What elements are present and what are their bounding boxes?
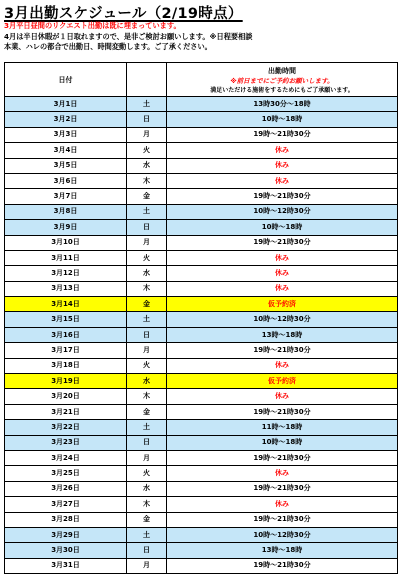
cell-day: 月 [127, 558, 167, 573]
cell-day: 日 [127, 112, 167, 127]
cell-time: 10時～12時30分 [167, 312, 398, 327]
table-row [5, 435, 398, 450]
cell-date: 3月20日 [5, 389, 127, 404]
table-row [5, 112, 398, 127]
table-row [5, 358, 398, 373]
table-row [5, 97, 398, 112]
cell-day: 月 [127, 235, 167, 250]
page-title: 3月出勤スケジュール（2/19時点） [4, 6, 243, 22]
cell-day: 土 [127, 527, 167, 542]
cell-time: 11時～18時 [167, 420, 398, 435]
cell-time: 19時～21時30分 [167, 404, 398, 419]
table-row [5, 558, 398, 573]
cell-time: 仮予約済 [167, 374, 398, 389]
table-row [5, 374, 398, 389]
schedule-rows [5, 97, 398, 574]
header-time [167, 63, 398, 97]
cell-time: 19時～21時30分 [167, 450, 398, 465]
cell-day: 木 [127, 497, 167, 512]
cell-day: 日 [127, 327, 167, 342]
header-time-note-1: ※前日までにご予約お願いします。 [230, 76, 334, 85]
cell-time: 19時～21時30分 [167, 189, 398, 204]
cell-date: 3月13日 [5, 281, 127, 296]
table-header-row [5, 63, 398, 97]
cell-time: 19時～21時30分 [167, 127, 398, 142]
cell-time: 19時～21時30分 [167, 343, 398, 358]
cell-date: 3月29日 [5, 527, 127, 542]
cell-day: 水 [127, 481, 167, 496]
cell-day: 木 [127, 281, 167, 296]
cell-date: 3月25日 [5, 466, 127, 481]
cell-date: 3月17日 [5, 343, 127, 358]
notice-line-3: 本業、ハレの都合で出勤日、時間変動します。ご了承ください。 [4, 42, 212, 51]
cell-date: 3月27日 [5, 497, 127, 512]
header-time-note-2: 満足いただける施術をするためにもご了承願います。 [210, 86, 354, 94]
cell-time: 休み [167, 358, 398, 373]
table-row [5, 158, 398, 173]
header-day [127, 63, 167, 97]
cell-date: 3月2日 [5, 112, 127, 127]
cell-date: 3月7日 [5, 189, 127, 204]
cell-time: 19時～21時30分 [167, 558, 398, 573]
cell-day: 水 [127, 158, 167, 173]
cell-day: 火 [127, 143, 167, 158]
cell-date: 3月30日 [5, 543, 127, 558]
cell-date: 3月22日 [5, 420, 127, 435]
cell-date: 3月31日 [5, 558, 127, 573]
cell-date: 3月19日 [5, 374, 127, 389]
cell-date: 3月18日 [5, 358, 127, 373]
cell-day: 月 [127, 450, 167, 465]
cell-date: 3月12日 [5, 266, 127, 281]
cell-date: 3月16日 [5, 327, 127, 342]
cell-time: 13時～18時 [167, 327, 398, 342]
cell-date: 3月11日 [5, 250, 127, 265]
notice-line-2: 4月は半日休暇が１日取れますので、是非ご検討お願いします。※日程要相談 [4, 31, 253, 41]
cell-date: 3月10日 [5, 235, 127, 250]
table-row [5, 327, 398, 342]
table-row [5, 250, 398, 265]
cell-day: 水 [127, 266, 167, 281]
cell-day: 土 [127, 204, 167, 219]
header-time-title: 出勤時間 [268, 66, 296, 75]
table-row [5, 420, 398, 435]
cell-day: 木 [127, 173, 167, 188]
cell-time: 13時30分～18時 [167, 97, 398, 112]
schedule-table [4, 62, 398, 574]
table-row [5, 450, 398, 465]
cell-time: 10時～18時 [167, 220, 398, 235]
cell-time: 13時～18時 [167, 543, 398, 558]
cell-time: 19時～21時30分 [167, 481, 398, 496]
cell-day: 金 [127, 297, 167, 312]
cell-date: 3月24日 [5, 450, 127, 465]
table-row [5, 127, 398, 142]
header-date: 日付 [5, 63, 127, 97]
cell-time: 19時～21時30分 [167, 235, 398, 250]
cell-date: 3月23日 [5, 435, 127, 450]
cell-time: 休み [167, 389, 398, 404]
table-row [5, 297, 398, 312]
table-row [5, 343, 398, 358]
cell-time: 休み [167, 250, 398, 265]
cell-day: 月 [127, 127, 167, 142]
table-row [5, 189, 398, 204]
table-row [5, 512, 398, 527]
table-row [5, 143, 398, 158]
cell-date: 3月1日 [5, 97, 127, 112]
cell-time: 休み [167, 497, 398, 512]
cell-date: 3月26日 [5, 481, 127, 496]
table-row [5, 266, 398, 281]
cell-date: 3月14日 [5, 297, 127, 312]
cell-date: 3月4日 [5, 143, 127, 158]
cell-day: 日 [127, 220, 167, 235]
cell-day: 火 [127, 466, 167, 481]
cell-day: 金 [127, 404, 167, 419]
cell-time: 10時～12時30分 [167, 527, 398, 542]
table-row [5, 204, 398, 219]
cell-date: 3月15日 [5, 312, 127, 327]
cell-date: 3月21日 [5, 404, 127, 419]
table-row [5, 466, 398, 481]
table-row [5, 497, 398, 512]
table-row [5, 543, 398, 558]
cell-day: 火 [127, 358, 167, 373]
table-row [5, 220, 398, 235]
cell-date: 3月3日 [5, 127, 127, 142]
cell-day: 日 [127, 435, 167, 450]
notice-line-1: 3月平日昼間のリクエスト出勤は既に埋まっています。 [4, 21, 181, 30]
cell-time: 仮予約済 [167, 297, 398, 312]
cell-time: 10時～18時 [167, 112, 398, 127]
cell-date: 3月28日 [5, 512, 127, 527]
cell-time: 10時～12時30分 [167, 204, 398, 219]
cell-day: 金 [127, 512, 167, 527]
cell-time: 休み [167, 266, 398, 281]
cell-day: 水 [127, 374, 167, 389]
table-row [5, 481, 398, 496]
cell-day: 金 [127, 189, 167, 204]
table-row [5, 404, 398, 419]
table-row [5, 281, 398, 296]
cell-date: 3月6日 [5, 173, 127, 188]
cell-time: 休み [167, 158, 398, 173]
cell-time: 休み [167, 466, 398, 481]
cell-day: 土 [127, 312, 167, 327]
cell-day: 土 [127, 97, 167, 112]
cell-day: 日 [127, 543, 167, 558]
notice-block [4, 21, 398, 53]
table-row [5, 235, 398, 250]
table-row [5, 173, 398, 188]
cell-day: 月 [127, 343, 167, 358]
cell-time: 休み [167, 143, 398, 158]
table-row [5, 312, 398, 327]
cell-time: 休み [167, 173, 398, 188]
cell-date: 3月9日 [5, 220, 127, 235]
cell-day: 火 [127, 250, 167, 265]
table-row [5, 389, 398, 404]
cell-time: 19時～21時30分 [167, 512, 398, 527]
cell-day: 木 [127, 389, 167, 404]
cell-date: 3月8日 [5, 204, 127, 219]
cell-time: 休み [167, 281, 398, 296]
table-row [5, 527, 398, 542]
cell-date: 3月5日 [5, 158, 127, 173]
cell-day: 土 [127, 420, 167, 435]
cell-time: 10時～18時 [167, 435, 398, 450]
